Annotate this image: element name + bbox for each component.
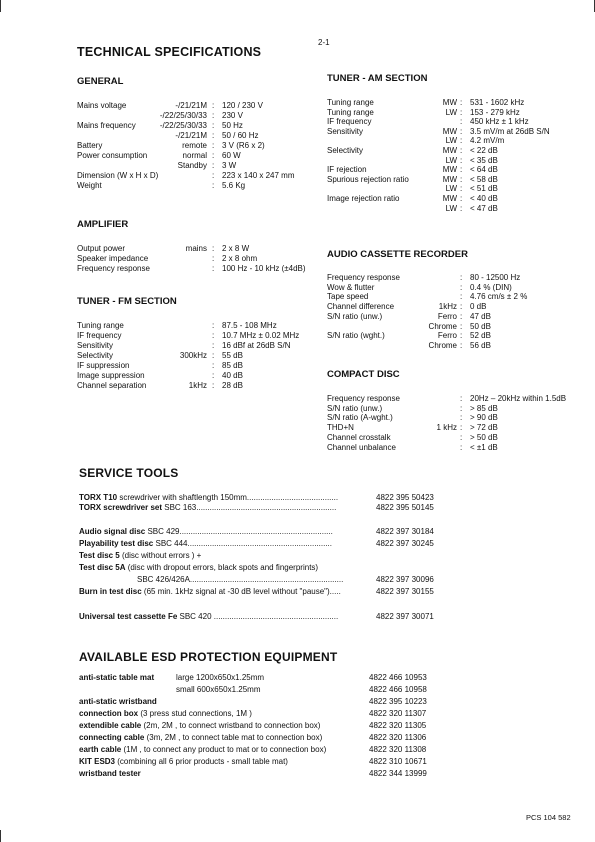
part-number: 4822 320 11305 [369, 721, 427, 730]
spec-separator: : [212, 181, 215, 190]
part-name: TORX T10 [79, 493, 118, 502]
spec-value: 0.4 % (DIN) [470, 282, 512, 292]
spec-separator: : [212, 254, 215, 263]
spec-row [327, 322, 577, 332]
spec-label: Sensitivity [77, 341, 114, 350]
part-name: Burn in test disc [79, 587, 142, 596]
spec-label: Channel unbalance [327, 442, 396, 452]
spec-row [327, 194, 577, 204]
part-line [79, 721, 427, 731]
spec-condition: -/22/25/30/33 [159, 111, 207, 120]
spec-row [327, 127, 577, 137]
spec-value: < 22 dB [470, 146, 498, 155]
spec-label: Mains frequency [77, 121, 136, 130]
part-name: connection box [79, 709, 139, 718]
spec-value: 60 W [222, 151, 241, 160]
spec-label: Wow & flutter [327, 282, 375, 292]
spec-separator: : [212, 111, 215, 120]
part-number: 4822 397 30096 [376, 575, 434, 584]
spec-row [77, 131, 327, 141]
spec-label: IF frequency [327, 117, 372, 127]
part-name: extendible cable [79, 721, 142, 730]
spec-value: 10.7 MHz ± 0.02 MHz [222, 331, 300, 340]
spec-separator: : [460, 302, 463, 312]
spec-condition: 1 kHz [436, 423, 457, 433]
spec-value: 4.76 cm/s ± 2 % [470, 292, 528, 302]
spec-condition: MW [442, 146, 457, 155]
spec-row [327, 283, 577, 293]
part-name: Test disc 5 [79, 551, 120, 560]
spec-condition: mains [185, 244, 207, 253]
part-line [79, 697, 427, 707]
spec-label: Power consumption [77, 151, 148, 160]
spec-row [327, 404, 577, 414]
spec-value: 2 x 8 W [222, 244, 250, 253]
spec-value: 56 dB [470, 340, 491, 350]
part-number: 4822 395 10223 [369, 697, 427, 706]
spec-value: < 47 dB [470, 203, 498, 213]
spec-separator: : [212, 331, 215, 340]
part-number: 4822 320 11307 [369, 709, 427, 718]
part-number: 4822 320 11306 [369, 733, 427, 742]
part-name: earth cable [79, 745, 122, 754]
spec-value: 87.5 - 108 MHz [222, 321, 277, 330]
spec-label: IF rejection [327, 165, 367, 175]
spec-value: 223 x 140 x 247 mm [222, 171, 295, 180]
part-name: KIT ESD3 [79, 757, 116, 766]
part-line [79, 493, 434, 503]
spec-row [327, 423, 577, 433]
page-number: 2-1 [318, 38, 330, 47]
spec-label: Selectivity [327, 146, 364, 155]
spec-separator: : [212, 151, 215, 160]
spec-condition: LW [445, 203, 457, 213]
spec-row [77, 121, 327, 131]
spec-value: 230 V [222, 111, 243, 120]
spec-condition: LW [445, 184, 457, 194]
part-line [79, 673, 427, 683]
part-name: wristband tester [79, 769, 141, 778]
tuner-fm-heading: TUNER - FM SECTION [77, 296, 177, 307]
spec-condition: Standby [177, 161, 207, 170]
part-number: 4822 397 30155 [376, 587, 434, 596]
spec-label: Tape speed [327, 292, 369, 302]
part-line [79, 551, 201, 561]
spec-value: > 85 dB [470, 403, 498, 413]
spec-separator: : [212, 244, 215, 253]
spec-row [77, 181, 327, 191]
spec-condition: LW [445, 155, 457, 165]
part-line [79, 612, 434, 622]
spec-row [77, 151, 327, 161]
spec-value: 100 Hz - 10 kHz (±4dB) [222, 264, 306, 273]
part-number: 4822 344 13999 [369, 769, 427, 778]
part-line [79, 757, 427, 767]
spec-row [327, 204, 577, 214]
spec-row [327, 175, 577, 185]
spec-value: < 40 dB [470, 194, 498, 203]
spec-label: IF frequency [77, 331, 122, 340]
spec-row [327, 433, 577, 443]
spec-label: Weight [77, 181, 102, 190]
spec-separator: : [212, 341, 215, 350]
part-line [79, 733, 427, 743]
spec-label: Tuning range [77, 321, 124, 330]
crop-mark-top-left [0, 0, 1, 12]
spec-label: Channel separation [77, 381, 147, 390]
spec-separator: : [460, 107, 463, 117]
spec-row [77, 361, 327, 371]
part-line [79, 709, 427, 719]
spec-separator: : [460, 98, 463, 107]
spec-condition: MW [442, 174, 457, 184]
spec-separator: : [212, 131, 215, 140]
spec-row [327, 165, 577, 175]
spec-value: 20Hz – 20kHz within 1.5dB [470, 394, 567, 403]
spec-label: IF suppression [77, 361, 130, 370]
spec-value: < 51 dB [470, 184, 498, 194]
part-name: Audio signal disc [79, 527, 146, 536]
spec-value: 80 - 12500 Hz [470, 273, 521, 282]
spec-separator: : [460, 331, 463, 341]
spec-separator: : [212, 161, 215, 170]
part-description: (1M , to connect any product to mat or to connection box) [121, 745, 327, 754]
spec-separator: : [460, 413, 463, 423]
spec-separator: : [460, 340, 463, 350]
spec-label: S/N ratio (unw.) [327, 403, 383, 413]
spec-value: 40 dB [222, 371, 243, 380]
spec-separator: : [460, 126, 463, 136]
spec-row [77, 331, 327, 341]
spec-label: THD+N [327, 423, 354, 433]
part-number: 4822 466 10958 [369, 685, 427, 694]
spec-row [77, 321, 327, 331]
spec-label: Tuning range [327, 107, 374, 117]
part-description: (disc without errors ) + [119, 551, 202, 560]
spec-separator: : [212, 361, 215, 370]
spec-value: > 50 dB [470, 432, 498, 442]
spec-value: 16 dBf at 26dB S/N [222, 341, 291, 350]
spec-value: < 64 dB [470, 165, 498, 175]
spec-row [77, 264, 327, 274]
amplifier-heading: AMPLIFIER [77, 219, 129, 230]
part-description: (disc with dropout errors, black spots and fingerprints) [125, 563, 319, 572]
spec-condition: Ferro [437, 311, 457, 321]
spec-condition: LW [445, 107, 457, 117]
spec-separator: : [212, 171, 215, 180]
part-name: Test disc 5A [79, 563, 126, 572]
spec-row [77, 141, 327, 151]
spec-row [327, 312, 577, 322]
spec-condition: normal [182, 151, 207, 160]
spec-value: 153 - 279 kHz [470, 107, 520, 117]
spec-value: 50 / 60 Hz [222, 131, 259, 140]
spec-separator: : [460, 282, 463, 292]
spec-condition: MW [442, 165, 457, 175]
part-name: Playability test disc [79, 539, 154, 548]
spec-label: Tuning range [327, 98, 374, 107]
spec-value: > 90 dB [470, 413, 498, 423]
spec-condition: 300kHz [179, 351, 207, 360]
spec-label: Channel crosstalk [327, 432, 391, 442]
part-line [79, 527, 434, 537]
tuner-am-heading: TUNER - AM SECTION [327, 73, 428, 84]
part-description: SBC 163............................................................... [162, 503, 337, 512]
spec-label: Frequency response [77, 264, 150, 273]
part-description: SBC 426/426A..................................................................... [137, 575, 344, 584]
spec-row [327, 331, 577, 341]
spec-value: 531 - 1602 kHz [470, 98, 525, 107]
cassette-heading: AUDIO CASSETTE RECORDER [327, 249, 468, 260]
part-name: TORX screwdriver set [79, 503, 163, 512]
spec-separator: : [460, 165, 463, 175]
spec-value: 0 dB [470, 302, 487, 312]
spec-row [327, 302, 577, 312]
spec-separator: : [460, 394, 463, 403]
spec-value: < 58 dB [470, 174, 498, 184]
spec-label: Frequency response [327, 273, 400, 282]
spec-separator: : [212, 381, 215, 390]
part-line [79, 575, 434, 585]
footer-code: PCS 104 582 [526, 813, 571, 822]
part-description: (2m, 2M , to connect wristband to connection box) [141, 721, 321, 730]
spec-separator: : [212, 121, 215, 130]
spec-row [77, 254, 327, 264]
spec-separator: : [460, 194, 463, 203]
spec-condition: Ferro [437, 331, 457, 341]
spec-value: > 72 dB [470, 423, 498, 433]
part-number: 4822 395 50423 [376, 493, 434, 502]
part-size: small 600x650x1.25mm [176, 685, 261, 694]
spec-separator: : [460, 292, 463, 302]
spec-value: 120 / 230 V [222, 101, 263, 110]
spec-row [327, 292, 577, 302]
spec-separator: : [212, 264, 215, 273]
general-heading: GENERAL [77, 76, 124, 87]
spec-separator: : [460, 442, 463, 452]
part-number: 4822 395 50145 [376, 503, 434, 512]
spec-condition: -/22/25/30/33 [159, 121, 207, 130]
spec-value: 3.5 mV/m at 26dB S/N [470, 126, 550, 136]
part-description: screwdriver with shaftlength 150mm......................................... [117, 493, 339, 502]
spec-row [327, 273, 577, 283]
part-description: (combining all 6 prior products - small table mat) [115, 757, 288, 766]
spec-condition: 1kHz [188, 381, 207, 390]
spec-separator: : [460, 174, 463, 184]
spec-value: < ±1 dB [470, 442, 498, 452]
spec-label: Dimension (W x H x D) [77, 171, 159, 180]
spec-row [77, 371, 327, 381]
part-name: connecting cable [79, 733, 145, 742]
spec-value: 3 V (R6 x 2) [222, 141, 265, 150]
spec-separator: : [212, 321, 215, 330]
part-number: 4822 310 10671 [369, 757, 427, 766]
page-title: TECHNICAL SPECIFICATIONS [77, 45, 262, 59]
spec-row [327, 146, 577, 156]
spec-row [77, 351, 327, 361]
spec-condition: LW [445, 136, 457, 146]
spec-value: 4.2 mV/m [470, 136, 505, 146]
part-line [79, 769, 427, 779]
spec-row [327, 394, 577, 404]
spec-row [327, 156, 577, 166]
part-name: anti-static wristband [79, 697, 157, 706]
spec-separator: : [212, 141, 215, 150]
spec-row [327, 108, 577, 118]
spec-separator: : [460, 432, 463, 442]
spec-condition: -/21/21M [175, 101, 207, 110]
spec-label: S/N ratio (wght.) [327, 331, 385, 341]
part-name: anti-static table mat [79, 673, 155, 682]
spec-row [327, 443, 577, 453]
part-name: Universal test cassette Fe [79, 612, 178, 621]
spec-condition: MW [442, 126, 457, 136]
spec-condition: 1kHz [438, 302, 457, 312]
spec-label: Speaker impedance [77, 254, 149, 263]
spec-condition: -/21/21M [175, 131, 207, 140]
spec-value: 28 dB [222, 381, 243, 390]
spec-separator: : [460, 403, 463, 413]
part-description: (3m, 2M , to connect table mat to connection box) [144, 733, 323, 742]
part-size: large 1200x650x1.25mm [176, 673, 265, 682]
spec-row [327, 341, 577, 351]
part-description: (3 press stud connections, 1M ) [138, 709, 252, 718]
spec-label: Sensitivity [327, 126, 364, 136]
spec-value: 450 kHz ± 1 kHz [470, 117, 529, 127]
spec-separator: : [460, 136, 463, 146]
spec-value: 50 Hz [222, 121, 243, 130]
spec-value: < 35 dB [470, 155, 498, 165]
spec-value: 2 x 8 ohm [222, 254, 258, 263]
spec-row [77, 171, 327, 181]
spec-label: Mains voltage [77, 101, 127, 110]
spec-value: 3 W [222, 161, 237, 170]
crop-mark-bottom-left [0, 830, 1, 842]
part-description: SBC 429..................................................................... [145, 527, 333, 536]
part-description: SBC 420 ........................................................ [177, 612, 339, 621]
spec-separator: : [460, 117, 463, 127]
spec-label: S/N ratio (A-wght.) [327, 413, 393, 423]
part-number: 4822 397 30184 [376, 527, 434, 536]
spec-separator: : [460, 146, 463, 155]
spec-label: Spurious rejection ratio [327, 174, 409, 184]
spec-row [327, 136, 577, 146]
spec-label: S/N ratio (unw.) [327, 311, 383, 321]
spec-condition: Chrome [428, 321, 457, 331]
part-number: 4822 466 10953 [369, 673, 427, 682]
spec-condition: remote [182, 141, 207, 150]
part-number: 4822 397 30245 [376, 539, 434, 548]
spec-label: Channel difference [327, 302, 395, 312]
spec-separator: : [460, 184, 463, 194]
spec-label: Output power [77, 244, 126, 253]
spec-separator: : [460, 155, 463, 165]
spec-label: Selectivity [77, 351, 114, 360]
spec-separator: : [212, 351, 215, 360]
part-line [79, 587, 434, 597]
spec-value: 52 dB [470, 331, 491, 341]
part-number: 4822 397 30071 [376, 612, 434, 621]
cd-heading: COMPACT DISC [327, 369, 400, 380]
spec-row [77, 161, 327, 171]
part-description: (65 min. 1kHz signal at -30 dB level without "pause")..... [141, 587, 341, 596]
spec-separator: : [460, 203, 463, 213]
part-description: SBC 444................................................................. [153, 539, 332, 548]
spec-separator: : [460, 273, 463, 282]
spec-value: 55 dB [222, 351, 243, 360]
spec-value: 50 dB [470, 321, 491, 331]
spec-label: Frequency response [327, 394, 400, 403]
esd-heading: AVAILABLE ESD PROTECTION EQUIPMENT [79, 650, 338, 664]
part-line [79, 503, 434, 513]
spec-row [77, 381, 327, 391]
spec-value: 47 dB [470, 311, 491, 321]
spec-row [327, 117, 577, 127]
part-line [79, 539, 434, 549]
spec-value: 85 dB [222, 361, 243, 370]
spec-label: Image suppression [77, 371, 145, 380]
spec-condition: MW [442, 194, 457, 203]
part-line [79, 563, 318, 573]
spec-row [327, 413, 577, 423]
spec-row [77, 244, 327, 254]
spec-condition: MW [442, 98, 457, 107]
spec-label: Image rejection ratio [327, 194, 400, 203]
spec-row [77, 101, 327, 111]
spec-row [327, 98, 577, 108]
spec-condition: Chrome [428, 340, 457, 350]
part-line [79, 745, 427, 755]
spec-separator: : [460, 423, 463, 433]
spec-row [77, 341, 327, 351]
part-number: 4822 320 11308 [369, 745, 427, 754]
spec-separator: : [460, 311, 463, 321]
spec-separator: : [460, 321, 463, 331]
spec-value: 5.6 Kg [222, 181, 246, 190]
service-tools-heading: SERVICE TOOLS [79, 466, 179, 480]
spec-row [77, 111, 327, 121]
spec-label: Battery [77, 141, 103, 150]
spec-separator: : [212, 101, 215, 110]
spec-row [327, 184, 577, 194]
spec-separator: : [212, 371, 215, 380]
